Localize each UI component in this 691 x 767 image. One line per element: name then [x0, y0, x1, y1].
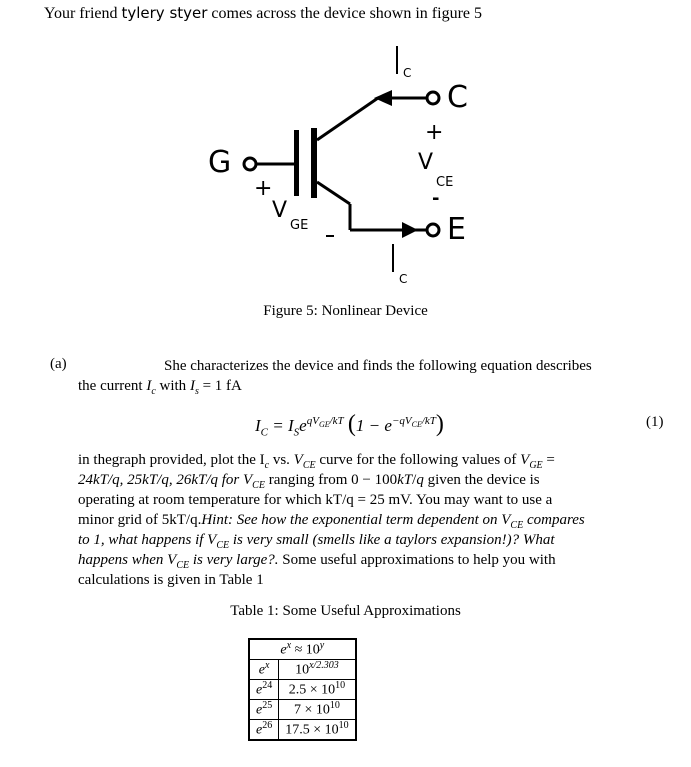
body-line-4: minor grid of 5kT/q.Hint: See how the exponential term dependent on $V_{CE}$ compares	[78, 512, 585, 531]
gate-label: G	[208, 145, 232, 180]
ic-top-sub: C	[403, 66, 412, 80]
body-line-3: operating at room temperature for which kT/q = 25 mV. You may want to use a	[78, 492, 553, 508]
gate-terminal	[244, 158, 256, 170]
body-line-1-text: in thegraph provided, plot the I	[78, 452, 265, 468]
line2-is: I	[189, 378, 195, 394]
table-row	[249, 680, 356, 700]
body-line-4-text: minor grid of 5kT/q.	[78, 512, 202, 528]
line2-is-sub: s	[194, 386, 199, 397]
figure-caption: Figure 5: Nonlinear Device	[263, 303, 428, 319]
table-header-cell	[249, 639, 356, 660]
vce-sub: CE	[436, 175, 454, 190]
table-row	[249, 700, 356, 720]
line2-prefix: the current	[78, 378, 147, 394]
vge-sub: GE	[290, 218, 309, 233]
body-line-2: 24kT/q, 25kT/q, 26kT/q for $V_{CE}$ ranging from 0 − 100kT/q given the device is	[78, 472, 540, 491]
emitter-terminal	[427, 224, 439, 236]
header-e: e	[280, 642, 287, 658]
table-cell-right: $10^{x/2.303}$	[279, 660, 356, 680]
table-caption: Table 1: Some Useful Approximations	[230, 603, 461, 619]
collector-diag	[317, 98, 378, 140]
table-cell-left: $e^{24}$	[249, 680, 279, 700]
header-rest: ≈ 10	[291, 642, 320, 658]
header-x: x	[286, 640, 292, 652]
table-cell-left: $e^{25}$	[249, 700, 279, 720]
table-header-row	[249, 639, 356, 660]
collector-arrow	[374, 90, 392, 106]
body-line-1: in thegraph provided, plot the $I_c$ vs. $V_{CE}$ curve for the following values of $V_{GE}$ =	[78, 452, 555, 471]
emitter-label: E	[447, 212, 466, 247]
part-a-line2	[78, 376, 666, 402]
emitter-diag	[317, 182, 350, 204]
ic-bottom-sub: C	[399, 272, 408, 286]
part-a-label: (a)	[50, 356, 67, 372]
table-row	[249, 660, 356, 680]
channel-bar	[311, 128, 317, 198]
table-cell-right: $7 \times 10^{10}$	[279, 700, 356, 720]
part-a-intro	[78, 356, 666, 376]
header-y: y	[319, 640, 325, 652]
body-line-5-text: to 1, what happens if V	[78, 532, 217, 548]
line2-ic-sub: c	[151, 386, 156, 397]
body-line-2-text: 24kT/q, 25kT/q, 26kT/q for V	[78, 472, 253, 488]
intro-prefix: Your friend	[44, 5, 122, 22]
vge-plus: +	[254, 176, 273, 201]
collector-terminal	[427, 92, 439, 104]
table-cell-left: $e^{26}$	[249, 720, 279, 741]
vge-label: V	[272, 198, 288, 223]
line2-mid: with	[155, 378, 190, 394]
table-cell-left: $e^x$	[249, 660, 279, 680]
line2-ic: I	[146, 378, 152, 394]
table-cell-right: $17.5 \times 10^{10}$	[279, 720, 356, 741]
friend-name: tylery styer	[121, 4, 208, 22]
collector-label: C	[447, 80, 468, 115]
vce-label: V	[418, 150, 434, 175]
emitter-arrow	[402, 222, 418, 238]
line2-val: = 1 fA	[198, 378, 242, 394]
table-cell-right: $2.5 \times 10^{10}$	[279, 680, 356, 700]
vce-plus: +	[425, 120, 444, 145]
body-line-7: calculations is given in Table 1	[78, 572, 264, 588]
table-row	[249, 720, 356, 741]
approximations-table	[248, 638, 357, 741]
equation-number: (1)	[646, 414, 664, 430]
body-line-5: to 1, what happens if $V_{CE}$ is very small (smells like a taylors expansion!)? What	[78, 532, 555, 551]
device-figure	[0, 0, 691, 300]
body-line-6-text: happens when V	[78, 552, 177, 568]
body-line-6: happens when $V_{CE}$ is very large?. Some useful approximations to help you with	[78, 552, 556, 571]
intro-suffix: comes across the device shown in figure 5	[207, 5, 483, 22]
equation: $I_C = I_Se^{qV_{GE}/kT}$ $(1 - e^{-qV_{CE}/kT})$	[255, 411, 444, 439]
gate-plate	[294, 130, 299, 196]
vce-minus: -	[432, 188, 440, 209]
part-a-intro-text: She characterizes the device and finds the following equation describes	[164, 358, 592, 374]
